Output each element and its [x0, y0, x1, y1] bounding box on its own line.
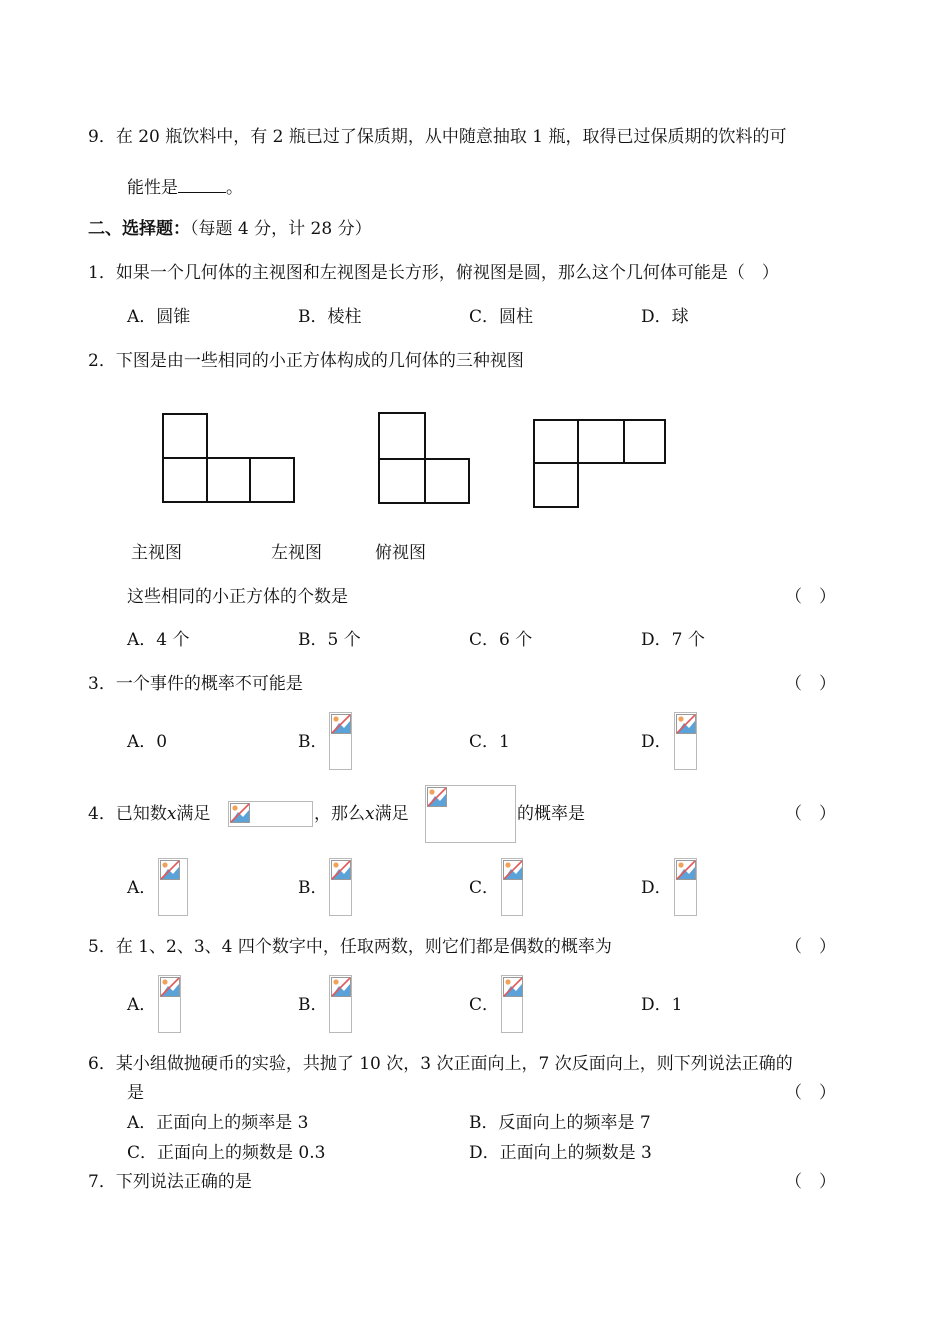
question-4-start: [88, 803, 210, 825]
question-6-line2: 是: [127, 1083, 144, 1103]
question-6: [88, 1053, 793, 1075]
question-3: [88, 673, 303, 695]
answer-paren[interactable]: （ ）: [785, 587, 836, 607]
section-note: （每题 4 分，计 28 分）: [190, 219, 372, 239]
question-2: [88, 350, 524, 372]
broken-image-icon: [329, 858, 352, 916]
view-label-left: 左视图: [271, 543, 322, 563]
answer-paren[interactable]: （ ）: [785, 674, 836, 694]
option-a[interactable]: A．圆锥: [127, 307, 191, 327]
section-title: 二、选择题：: [88, 219, 190, 239]
option-a[interactable]: A．: [127, 878, 157, 898]
broken-image-icon: [674, 858, 697, 916]
question-text: 下列说法正确的是: [115, 1172, 252, 1192]
variable-x: x: [365, 804, 375, 824]
question-number: 4．: [88, 804, 116, 824]
view-label-top: 俯视图: [375, 543, 426, 563]
section-heading: [88, 218, 372, 240]
punctuation: 。: [226, 178, 243, 198]
question-number: 1．: [88, 263, 116, 283]
option-b[interactable]: B．反面向上的频率是 7: [469, 1113, 651, 1133]
question-number: 6．: [88, 1054, 116, 1074]
option-c[interactable]: C．正面向上的频数是 0.3: [127, 1143, 326, 1163]
option-d[interactable]: D．: [641, 732, 672, 752]
answer-paren[interactable]: （ ）: [785, 1083, 836, 1103]
question-number: 9．: [88, 127, 116, 147]
broken-image-icon: [158, 975, 181, 1033]
question-number: 5．: [88, 937, 116, 957]
question-9-line2: [127, 176, 243, 199]
question-4-end: 的概率是: [517, 804, 585, 824]
option-c[interactable]: C．1: [469, 732, 510, 752]
answer-blank[interactable]: [178, 176, 226, 193]
option-c[interactable]: C．: [469, 878, 500, 898]
question-9: [88, 126, 787, 148]
question-text: 在 1、2、3、4 四个数字中，任取两数，则它们都是偶数的概率为: [115, 937, 612, 957]
front-view-drawing: [160, 410, 300, 506]
question-7: [88, 1171, 252, 1193]
question-text: 能性是: [127, 178, 178, 198]
question-4-middle: [314, 803, 409, 825]
answer-paren[interactable]: （ ）: [785, 937, 836, 957]
question-text: 如果一个几何体的主视图和左视图是长方形，俯视图是圆，那么这个几何体可能是（ ）: [115, 263, 779, 283]
question-text: ，那么: [314, 804, 365, 824]
option-d[interactable]: D．7 个: [641, 630, 705, 650]
option-d[interactable]: D．正面向上的频数是 3: [469, 1143, 652, 1163]
broken-image-icon: [501, 975, 523, 1033]
question-text: 满足: [176, 804, 211, 824]
variable-x: x: [166, 804, 177, 824]
option-d[interactable]: D．1: [641, 995, 683, 1015]
option-a[interactable]: A．: [127, 995, 157, 1015]
option-c[interactable]: C．6 个: [469, 630, 533, 650]
broken-image-icon: [425, 785, 516, 843]
option-a[interactable]: A．正面向上的频率是 3: [127, 1113, 309, 1133]
question-text: 满足: [374, 804, 409, 824]
top-view-drawing: [530, 416, 670, 512]
question-5: [88, 936, 612, 958]
broken-image-icon: [329, 712, 352, 770]
option-d[interactable]: D．球: [641, 307, 689, 327]
question-text: 一个事件的概率不可能是: [115, 674, 303, 694]
option-a[interactable]: A．4 个: [127, 630, 190, 650]
option-b[interactable]: B．: [298, 878, 328, 898]
question-number: 3．: [88, 674, 116, 694]
left-view-drawing: [375, 410, 475, 508]
view-label-front: 主视图: [131, 543, 182, 563]
question-text: 某小组做抛硬币的实验，共抛了 10 次，3 次正面向上，7 次反面向上，则下列说法正确的: [115, 1054, 793, 1074]
answer-paren[interactable]: （ ）: [785, 804, 836, 824]
answer-paren[interactable]: （ ）: [785, 1172, 836, 1192]
option-b[interactable]: B．: [298, 732, 328, 752]
question-number: 7．: [88, 1172, 116, 1192]
option-a[interactable]: A．0: [127, 732, 168, 752]
option-c[interactable]: C．圆柱: [469, 307, 534, 327]
broken-image-icon: [501, 858, 523, 916]
broken-image-icon: [158, 858, 188, 916]
broken-image-icon: [674, 712, 697, 770]
question-1: [88, 262, 779, 284]
option-d[interactable]: D．: [641, 878, 672, 898]
question-text: 已知数: [115, 804, 167, 824]
option-b[interactable]: B．5 个: [298, 630, 361, 650]
broken-image-icon: [329, 975, 352, 1033]
option-b[interactable]: B．: [298, 995, 328, 1015]
question-2-subtext: 这些相同的小正方体的个数是: [127, 587, 348, 607]
question-text: 在 20 瓶饮料中，有 2 瓶已过了保质期，从中随意抽取 1 瓶，取得已过保质期的饮料的可: [115, 127, 787, 147]
question-text: 下图是由一些相同的小正方体构成的几何体的三种视图: [115, 351, 524, 371]
question-number: 2．: [88, 351, 116, 371]
option-c[interactable]: C．: [469, 995, 500, 1015]
option-b[interactable]: B．棱柱: [298, 307, 362, 327]
broken-image-icon: [228, 801, 313, 827]
